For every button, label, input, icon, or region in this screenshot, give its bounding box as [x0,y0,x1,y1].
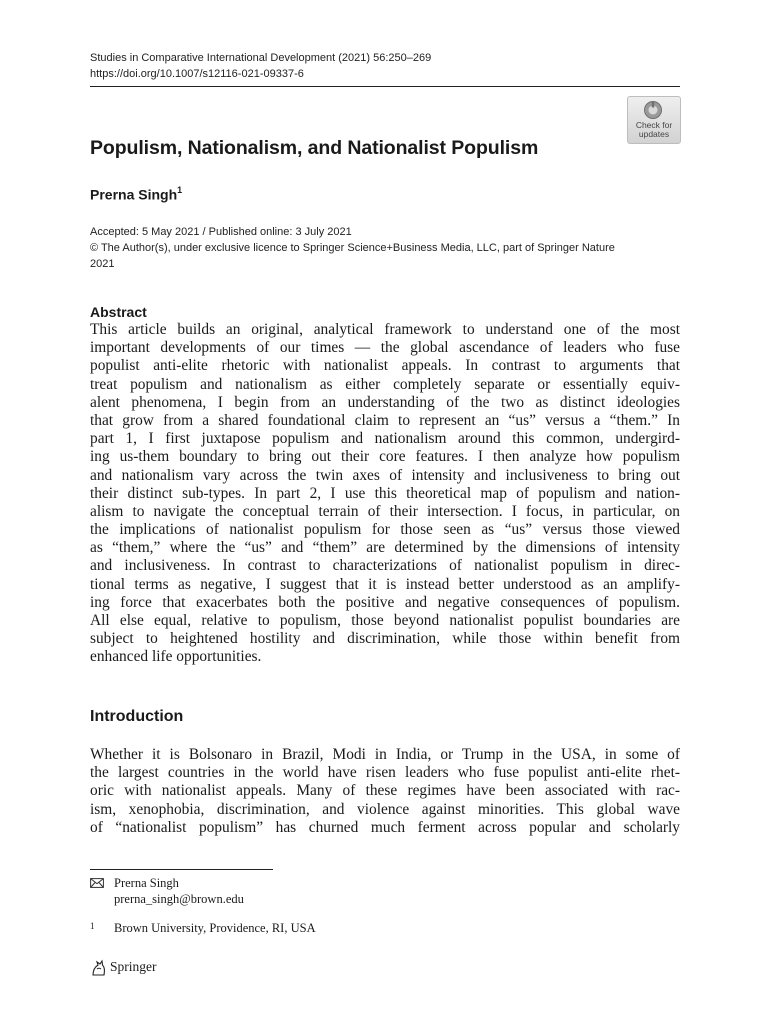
license-line-1: © The Author(s), under exclusive licence to Springer Science+Business Media, LLC, part of Springer Nature [90,242,615,254]
introduction-line: the largest countries in the world have risen leaders who fuse populist anti-elite rhet- [90,764,680,782]
footnote-rule [90,869,273,870]
license-line-2: 2021 [90,258,115,270]
doi-link[interactable]: https://doi.org/10.1007/s12116-021-09337-6 [90,68,304,80]
abstract-line: subject to heightened hostility and discrimination, while those within benefit from [90,630,680,648]
abstract-line: ing force that exacerbates both the positive and negative consequences of populism. [90,593,680,611]
abstract-line: treat populism and nationalism as either completely separate or essentially equiv- [90,375,680,393]
publisher-name: Springer [110,959,157,974]
abstract-line: important developments of our times — the global ascendance of leaders who fuse [90,339,680,357]
affiliation-text: Brown University, Providence, RI, USA [114,921,316,935]
abstract-line: part 1, I first juxtapose populism and nationalism around this common, undergird- [90,430,680,448]
badge-line-1: Check for [635,120,673,130]
springer-horse-icon [90,959,108,977]
author-line [90,186,182,203]
affiliation-number: 1 [90,921,95,931]
badge-line-2: updates [638,129,670,139]
abstract-line: enhanced life opportunities. [90,648,262,666]
journal-header [90,50,431,82]
abstract-line: tional terms as negative, I suggest that it is instead better understood as an amplify- [90,575,680,593]
abstract-line: All else equal, relative to populism, those beyond nationalist populist boundaries are [90,612,680,629]
introduction-heading: Introduction [90,708,184,725]
check-for-updates-icon [643,100,663,120]
abstract-line: populist anti-elite rhetoric with nationalist appeals. In contrast to arguments that [90,357,680,375]
abstract-line: as “them,” where the “us” and “them” are determined by the dimensions of intensity [90,539,680,557]
abstract-line: the implications of nationalist populism for those seen as “us” versus those viewed [90,521,680,539]
abstract-line: alent phenomena, I begin from an understanding of the two as distinct ideologies [90,393,680,411]
abstract-line: their distinct sub-types. In part 2, I use this theoretical map of populism and nation- [90,484,680,502]
introduction-body [90,746,680,837]
introduction-line: Whether it is Bolsonaro in Brazil, Modi in India, or Trump in the USA, in some of [90,746,680,763]
author-name: Prerna Singh [90,186,178,203]
abstract-body [90,321,680,667]
affiliation-mark: 1 [177,185,183,195]
abstract-line: ing us-them boundary to bring out their core features. I then analyze how populism [90,448,680,466]
introduction-line: ism, xenophobia, discrimination, and violence against minorities. This global wave [90,800,680,818]
abstract-heading: Abstract [90,304,147,320]
introduction-line: oric with nationalist appeals. Many of these regimes have been associated with rac- [90,782,680,800]
envelope-icon [90,878,104,888]
abstract-line: that grow from a shared foundational claim to represent an “us” versus a “them.” In [90,411,680,429]
header-rule [90,86,680,87]
abstract-line: and inclusiveness. In contrast to characterizations of nationalist populism in direc- [90,557,680,575]
check-for-updates-badge[interactable] [627,96,681,144]
abstract-line: This article builds an original, analytical framework to understand one of the most [90,321,680,338]
dates-line: Accepted: 5 May 2021 / Published online: 3 July 2021 [90,226,352,238]
journal-citation: Studies in Comparative International Development (2021) 56:250–269 [90,52,432,64]
abstract-line: and nationalism vary across the twin axes of intensity and inclusiveness to bring out [90,466,680,484]
corresponding-author-name: Prerna Singh [114,876,179,890]
corresponding-author-email[interactable]: prerna_singh@brown.edu [114,892,244,906]
publication-info [90,224,615,272]
introduction-line: of “nationalist populism” has churned much ferment across popular and scholarly [90,818,680,836]
article-title: Populism, Nationalism, and Nationalist Populism [90,137,539,159]
abstract-line: alism to navigate the conceptual terrain of their intersection. I focus, in particular, on [90,502,680,520]
